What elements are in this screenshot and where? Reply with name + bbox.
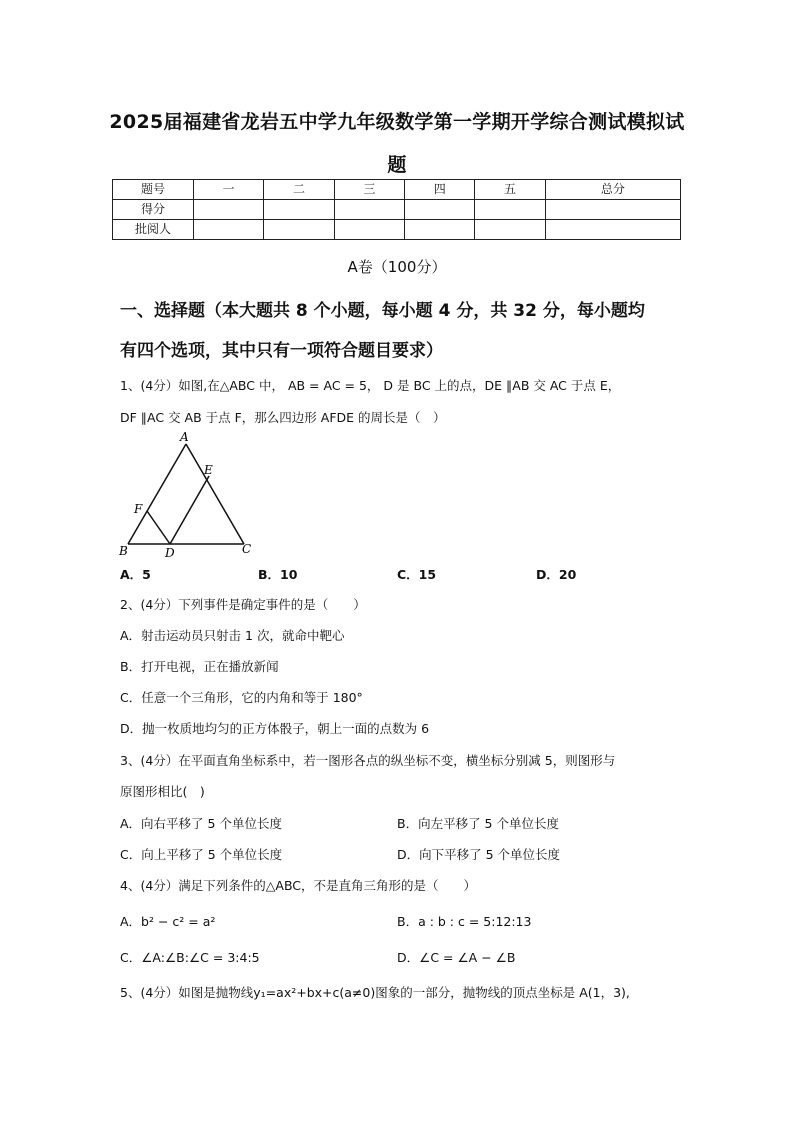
question-2-option-d[interactable]: D．抛一枚质地均匀的正方体骰子，朝上一面的点数为 6 [120,721,430,736]
score-header-cell: 四 [405,180,475,200]
question-1-option-c[interactable]: C．15 [397,567,437,582]
question-2-option-b[interactable]: B．打开电视，正在播放新闻 [120,659,279,674]
question-3-option-c[interactable]: C．向上平移了 5 个单位长度 [120,847,283,862]
question-1-option-d[interactable]: D．20 [536,567,577,582]
question-1-triangle-figure [114,428,264,560]
score-cell[interactable] [334,200,404,220]
score-header-cell: 五 [475,180,545,200]
question-3-stem-line-2: 原图形相比( ) [120,784,205,799]
question-4-option-b[interactable]: B．a : b : c = 5:12:13 [397,914,532,929]
section-heading-line-1: 一、选择题（本大题共 8 个小题，每小题 4 分，共 32 分，每小题均 [120,301,645,321]
question-5-stem: 5、(4分）如图是抛物线y₁=ax²+bx+c(a≠0)图象的一部分，抛物线的顶点坐标是 A(1，3), [120,985,630,1000]
label-e: E [204,463,213,477]
score-cell[interactable] [264,220,334,240]
score-header-cell: 三 [334,180,404,200]
score-table [112,179,681,240]
question-4-option-d[interactable]: D．∠C = ∠A − ∠B [397,950,516,965]
score-cell[interactable] [405,220,475,240]
volume-heading: A卷（100分） [347,258,447,276]
question-1-option-b[interactable]: B．10 [258,567,298,582]
question-3-option-b[interactable]: B．向左平移了 5 个单位长度 [397,816,559,831]
document-title-line-1: 2025届福建省龙岩五中学九年级数学第一学期开学综合测试模拟试 [109,111,685,133]
label-c: C [242,542,252,556]
side-ab [128,444,186,544]
score-header-cell: 题号 [113,180,194,200]
question-4-option-c[interactable]: C．∠A:∠B:∠C = 3:4:5 [120,950,260,965]
label-f: F [134,502,143,516]
document-title-line-2: 题 [387,154,407,176]
score-cell[interactable] [264,200,334,220]
segment-de [170,476,209,544]
question-4-option-a[interactable]: A．b² − c² = a² [120,914,216,929]
score-row-label: 得分 [113,200,194,220]
label-a: A [180,430,189,444]
score-header-cell: 总分 [545,180,680,200]
score-cell[interactable] [545,200,680,220]
side-ac [186,444,244,544]
question-2-option-a[interactable]: A．射击运动员只射击 1 次，就命中靶心 [120,628,345,643]
score-table-header-row [113,180,681,200]
score-cell[interactable] [475,200,545,220]
score-cell[interactable] [194,220,264,240]
label-b: B [119,544,128,558]
score-cell[interactable] [194,200,264,220]
score-table-row [113,220,681,240]
score-header-cell: 二 [264,180,334,200]
question-4-stem: 4、(4分）满足下列条件的△ABC，不是直角三角形的是（ ） [120,878,477,893]
question-3-option-d[interactable]: D．向下平移了 5 个单位长度 [397,847,561,862]
score-row-label: 批阅人 [113,220,194,240]
score-cell[interactable] [334,220,404,240]
segment-df [147,511,170,544]
label-d: D [165,546,175,560]
score-cell[interactable] [545,220,680,240]
question-3-stem-line-1: 3、(4分）在平面直角坐标系中，若一图形各点的纵坐标不变，横坐标分别减 5，则图形与 [120,753,616,768]
score-cell[interactable] [405,200,475,220]
question-2-option-c[interactable]: C．任意一个三角形，它的内角和等于 180° [120,690,363,705]
question-1-stem-line-2: DF ∥AC 交 AB 于点 F，那么四边形 AFDE 的周长是（ ） [120,410,446,425]
score-table-row [113,200,681,220]
question-1-option-a[interactable]: A．5 [120,567,151,582]
question-2-stem: 2、(4分）下列事件是确定事件的是（ ） [120,597,366,612]
score-cell[interactable] [475,220,545,240]
question-1-stem-line-1: 1、(4分）如图,在△ABC 中， AB = AC = 5， D 是 BC 上的点，DE ∥AB 交 AC 于点 E， [120,378,621,393]
section-heading-line-2: 有四个选项，其中只有一项符合题目要求） [120,341,443,361]
question-3-option-a[interactable]: A．向右平移了 5 个单位长度 [120,816,282,831]
score-header-cell: 一 [194,180,264,200]
